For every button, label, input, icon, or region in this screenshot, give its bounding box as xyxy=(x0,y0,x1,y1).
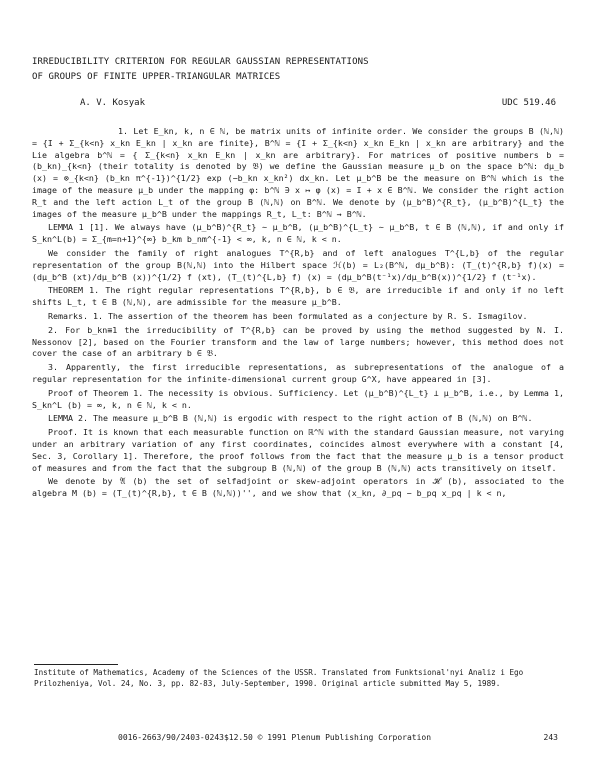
lemma-2: LEMMA 2. The measure μ_b^B B (ℕ,ℕ) is ergodic with respect to the right action of B (ℕ,ℕ) on B^ℕ. xyxy=(48,413,533,424)
proof-theorem-1: Proof of Theorem 1. The necessity is obvious. Sufficiency. Let (μ_b^B)^{L_t} ⊥ μ_b^B, i.e., by Lemma 1, S_kn^L (b) = ∞, k, n ∈ ℕ, k < n. xyxy=(32,387,564,410)
theorem-1: THEOREM 1. The right regular representations T^{R,b}, b ∈ 𝔅, are irreducible if and only if no left shifts L_t, t ∈ B (ℕ,ℕ), are admissible for the measure μ_b^B. xyxy=(32,285,564,308)
footnote-divider xyxy=(34,664,118,665)
remark-1: Remarks. 1. The assertion of the theorem has been formulated as a conjecture by R. S. Ismagilov. xyxy=(48,310,528,321)
proof-lemma-2: Proof. It is known that each measurable function on ℝ^ℕ with the standard Gaussian measure, not varying under an arbitrary variation of any first coordinates, coincides almost everywhere with a constant [4, Sec. 3, Corollary 1]. Therefore, the proof follows from the fact that the measure μ_b is a tensor product of measures and from the fact that the subgroup B (ℕ,ℕ) of the group B (ℕ,ℕ) acts transitively on itself. xyxy=(32,427,564,473)
page-number: 243 xyxy=(543,733,558,742)
lemma-1: LEMMA 1 [1]. We always have (μ_b^B)^{R_t} ∼ μ_b^B, (μ_b^B)^{L_t} ∼ μ_b^B, t ∈ B (ℕ,ℕ), if and only if S_kn^L(b) = Σ_{m=n+1}^{∞} b_km b_nm^{-1} < ∞, k, n ∈ ℕ, k < n. xyxy=(32,222,564,245)
remark-3: 3. Apparently, the first irreducible representations, as subrepresentations of the analogue of a regular representation for the infinite-dimensional current group G^X, have appeared in [3]. xyxy=(32,362,564,384)
paragraph-operators: We denote by 𝔄 (b) the set of selfadjoint or skew-adjoint operators in ℋ (b), associated to the algebra M (b) = (T_(t)^{R,b}, t ∈ B (ℕ,ℕ))'', and we show that (x_kn, ∂_pq − b_pq x_pq | k < n, xyxy=(32,476,564,499)
body xyxy=(32,126,564,500)
copyright-line: 0016-2663/90/2403-0243$12.50 © 1991 Plenum Publishing Corporation xyxy=(118,733,432,742)
remark-2: 2. For b_kn≡1 the irreducibility of T^{R,b} can be proved by using the method suggested by N. I. Nessonov [2], based on the Fourier transform and the law of large numbers; however, this method does not cover the case of an arbitrary b ∈ 𝔅. xyxy=(32,324,564,359)
title-line-2: OF GROUPS OF FINITE UPPER-TRIANGULAR MATRICES xyxy=(32,72,281,82)
author: A. V. Kosyak xyxy=(80,98,146,108)
title-line-1: IRREDUCIBILITY CRITERION FOR REGULAR GAUSSIAN REPRESENTATIONS xyxy=(32,57,369,67)
footnote: Institute of Mathematics, Academy of the Sciences of the USSR. Translated from Funktsional'nyi Analiz i Ego Prilozheniya, Vol. 24, No. 3, pp. 82-83, July-September, 1990. Original article submitted May 5, 1989. xyxy=(34,668,524,688)
paragraph-family: We consider the family of right analogues T^{R,b} and of left analogues T^{L,b} of the regular representation of the group B(ℕ,ℕ) into the Hilbert space ℋ(b) = L₂(B^ℕ, dμ_b^B): (T_(t)^{R,b} f)(x) = (dμ_b^B (xt)/dμ_b^B (x))^{1/2} f (xt), (T_(t)^{L,b} f) (x) = (dμ_b^B(t⁻¹x)/dμ_b^B(x))^{1/2} f (t⁻¹x). xyxy=(32,247,564,282)
paragraph-1: 1. Let E_kn, k, n ∈ ℕ, be matrix units of infinite order. We consider the groups B (ℕ,ℕ) = {I + Σ_{k<n} x_kn E_kn | x_kn are finite}, B^ℕ = {I + Σ_{k<n} x_kn E_kn | x_kn are arbitrary} and the Lie algebra b^ℕ = { Σ_{k<n} x_kn E_kn | x_kn are arbitrary}. For matrices of positive numbers b = (b_kn)_{k<n} (their totality is denoted by 𝔅) we define the Gaussian measure μ_b on the space b^ℕ: dμ_b (x) = ⊗_{k<n} (b_kn π^{-1})^{1/2} exp (−b_kn x_kn²) dx_kn. Let μ_b^B be the measure on B^ℕ which is the image of the measure μ_b under the mapping φ: b^ℕ ∋ x ↦ φ (x) = I + x ∈ B^ℕ. We consider the right action R_t and the left action L_t of the group B (ℕ,ℕ) on B^ℕ. We denote by (μ_b^B)^{R_t}, (μ_b^B)^{L_t} the images of the measure μ_b^B under the mappings R_t, L_t: B^ℕ → B^ℕ. xyxy=(32,126,564,219)
udc-code: UDC 519.46 xyxy=(501,98,556,108)
